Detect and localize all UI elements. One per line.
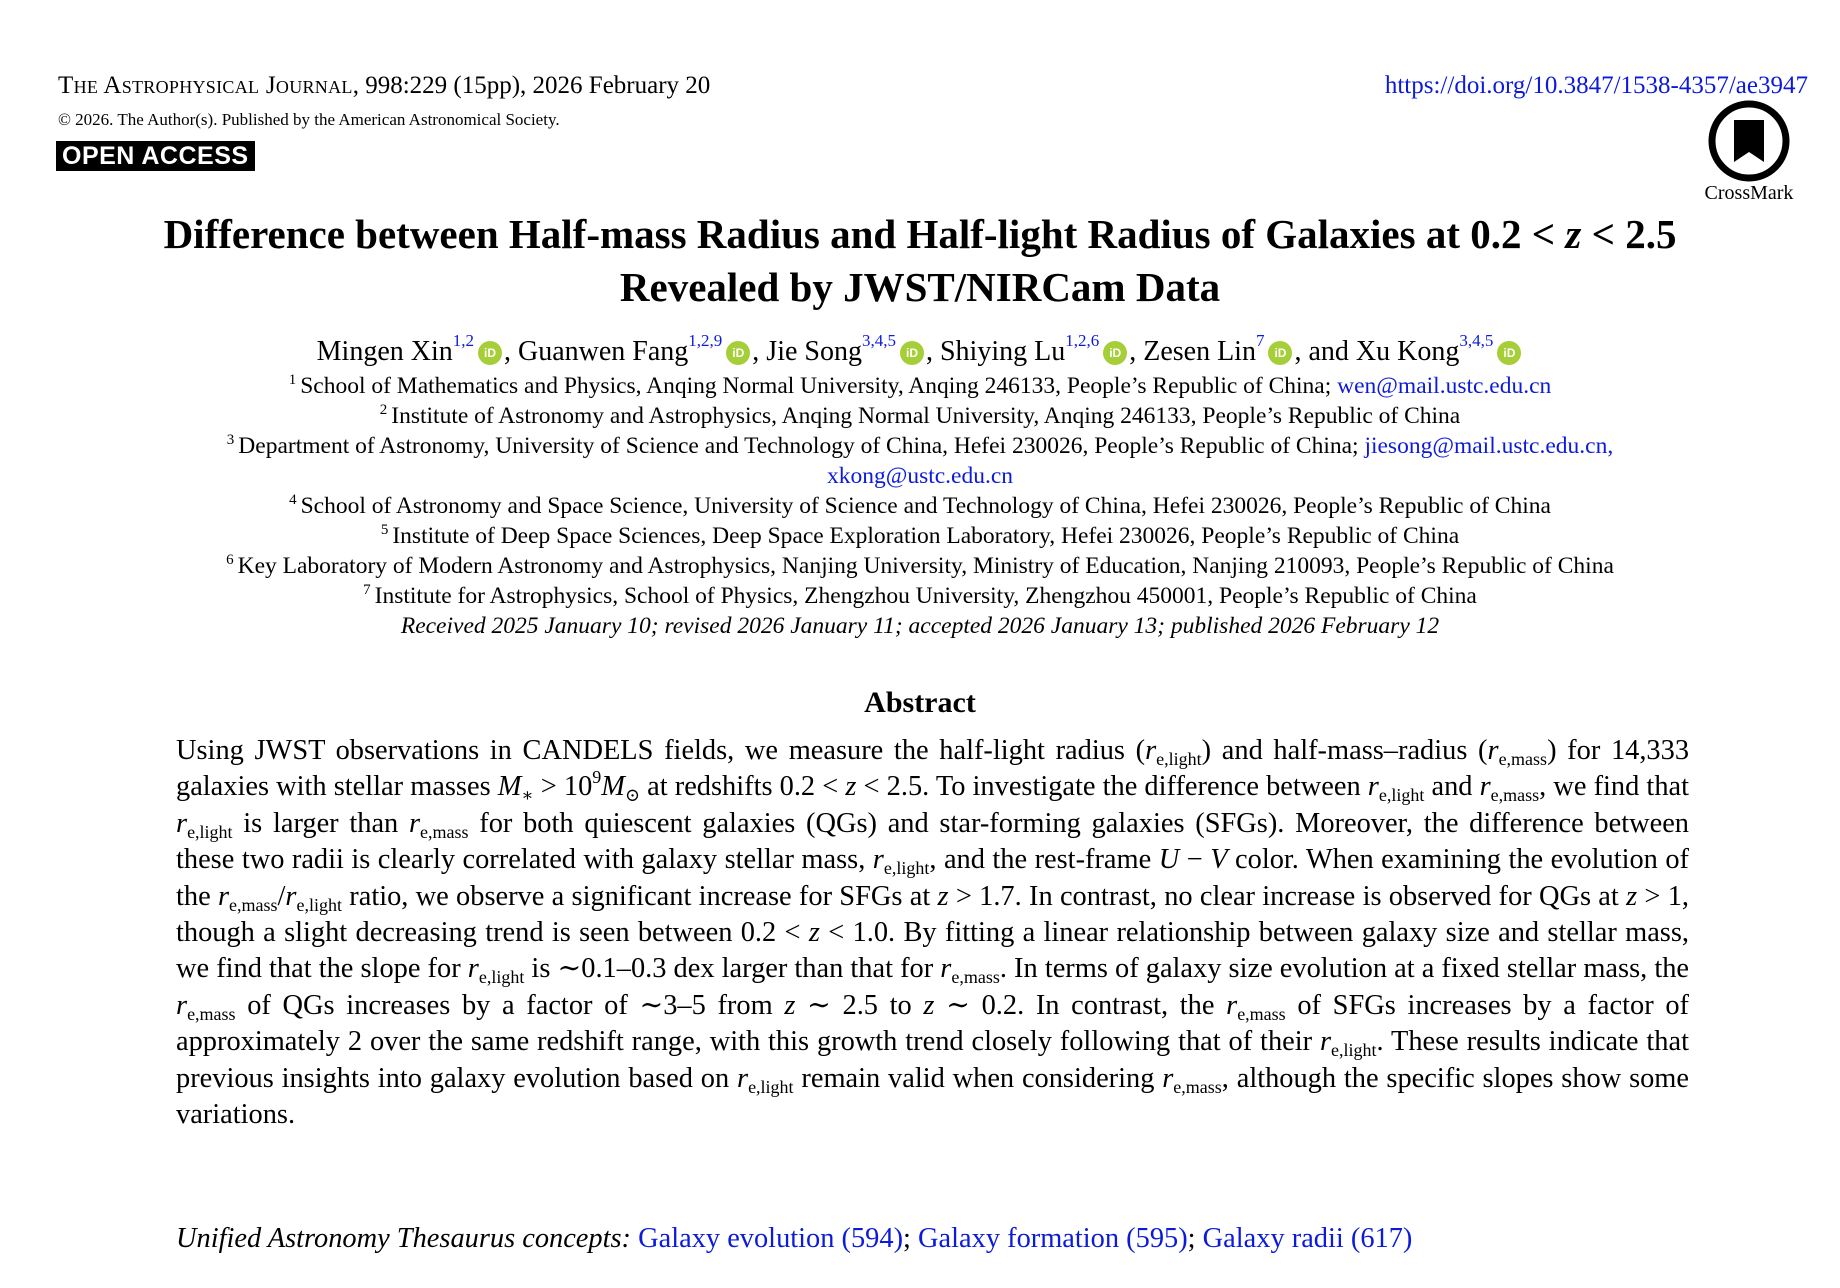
math-symbol: r <box>1319 1026 1332 1058</box>
affiliation-text: School of Astronomy and Space Science, University of Science and Technology of China, Hefei 230026, People’s Republic of China <box>300 493 1551 519</box>
math-symbol: r <box>1226 989 1238 1021</box>
abstract-heading: Abstract <box>864 686 976 719</box>
abstract-segment: of QGs increases by a factor of ∼3–5 from <box>235 989 785 1021</box>
math-subscript: e,light <box>1156 749 1202 769</box>
abstract-segment: ) for 14,333 galaxies with stellar masses <box>176 735 1690 803</box>
affiliation-item <box>0 551 1840 581</box>
author-separator: , <box>752 336 767 367</box>
abstract-segment: > 1, though a slight decreasing trend is seen between 0.2 < <box>176 880 1689 949</box>
affiliation-number: 2 <box>379 402 388 418</box>
math-symbol: r <box>408 807 421 839</box>
affiliation-text: Key Laboratory of Modern Astronomy and Astrophysics, Nanjing University, Ministry of Education, Nanjing 210093, People’s Republic of China <box>237 553 1614 579</box>
author-affil-marker[interactable]: 1,2,6 <box>1065 331 1100 350</box>
math-symbol: r <box>176 807 188 839</box>
math-subscript: e,light <box>1378 785 1425 806</box>
math-subscript: e,light <box>187 821 233 842</box>
abstract-segment: ∼ 0.2. In contrast, the <box>934 989 1227 1021</box>
doi-link[interactable]: https://doi.org/10.3847/1538-4357/ae3947 <box>1384 72 1808 99</box>
affiliation-number: 1 <box>288 372 297 388</box>
affiliation-item <box>0 581 1840 611</box>
math-subscript: e,light <box>1331 1040 1377 1061</box>
abstract-segment: , although the specific slopes show some variations. <box>176 1062 1689 1131</box>
journal-name: The Astrophysical Journal <box>58 72 353 99</box>
math-symbol: z <box>808 917 820 949</box>
math-symbol: z <box>937 880 949 912</box>
affiliation-number: 7 <box>363 582 371 598</box>
math-symbol: r <box>285 880 297 912</box>
abstract-segment: is ∼0.1–0.3 dex larger than that for <box>524 953 941 985</box>
math-symbol: r <box>940 953 952 985</box>
math-symbol: M <box>601 771 625 803</box>
author-affil-marker[interactable]: 1,2,9 <box>688 331 723 350</box>
math-subscript: e,light <box>748 1076 794 1097</box>
uat-separator: ; <box>903 1223 919 1254</box>
abstract-segment: < 1.0. By fitting a linear relationship between galaxy size and stellar mass, we find that the slope for <box>176 917 1689 985</box>
open-access-badge: OPEN ACCESS <box>56 141 255 171</box>
affiliation-number: 6 <box>226 552 234 568</box>
author-separator: , and <box>1294 336 1356 367</box>
abstract-segment: ) and half-mass–radius ( <box>1201 735 1488 766</box>
orcid-icon[interactable]: iD <box>1497 341 1521 365</box>
orcid-icon[interactable]: iD <box>1268 341 1292 365</box>
email-link[interactable]: xkong@ustc.edu.cn <box>826 463 1014 489</box>
orcid-icon[interactable]: iD <box>478 341 502 365</box>
math-symbol: r <box>1367 771 1379 803</box>
math-subscript: e,mass <box>420 821 469 842</box>
math-symbol: z <box>923 989 935 1021</box>
math-symbol: r <box>1487 735 1499 766</box>
math-symbol: r <box>467 953 479 985</box>
affiliation-item <box>0 521 1840 551</box>
crossmark-icon <box>1708 100 1790 182</box>
abstract-segment: < 2.5. To investigate the difference between <box>856 771 1368 803</box>
math-subscript: e,mass <box>187 1003 236 1024</box>
math-subscript: ∗ <box>521 785 534 806</box>
orcid-icon[interactable]: iD <box>726 341 750 365</box>
abstract-segment: . These results indicate that previous insights into galaxy evolution based on <box>176 1026 1689 1094</box>
author-name[interactable]: Guanwen Fang <box>518 336 689 367</box>
affiliation-item <box>0 401 1840 431</box>
received-dates: Received 2025 January 10; revised 2026 January 11; accepted 2026 January 13; published 2026 February 12 <box>400 613 1440 639</box>
paper-title <box>0 208 1840 314</box>
math-subscript: e,light <box>296 894 342 915</box>
affiliation-number: 4 <box>289 492 297 508</box>
copyright-notice: © 2026. The Author(s). Published by the American Astronomical Society. <box>58 110 560 129</box>
affiliation-item <box>0 371 1840 401</box>
uat-separator: ; <box>1187 1223 1203 1254</box>
author-affil-marker[interactable]: 3,4,5 <box>1459 331 1494 350</box>
uat-concept-link[interactable]: Galaxy evolution (594) <box>638 1223 904 1254</box>
math-subscript: e,mass <box>1173 1076 1222 1097</box>
affiliation-text: School of Mathematics and Physics, Anqing Normal University, Anqing 246133, People’s Republic of China; <box>300 373 1338 399</box>
author-separator: , <box>925 336 940 367</box>
uat-label: Unified Astronomy Thesaurus concepts: <box>176 1223 631 1254</box>
abstract-segment: . In terms of galaxy size evolution at a fixed stellar mass, the <box>999 953 1690 985</box>
uat-concepts <box>176 1223 1412 1255</box>
math-symbol: r <box>217 880 230 912</box>
math-subscript: e,light <box>478 967 525 988</box>
abstract-text <box>176 733 1689 1133</box>
abstract-segment: ratio, we observe a significant increase for SFGs at <box>341 880 938 912</box>
abstract-segment: − <box>1179 844 1211 876</box>
math-symbol: M <box>497 771 522 803</box>
affiliation-text: Institute of Deep Space Sciences, Deep Space Exploration Laboratory, Hefei 230026, People’s Republic of China <box>392 523 1460 549</box>
abstract-segment: / <box>277 880 286 912</box>
orcid-icon[interactable]: iD <box>1103 341 1127 365</box>
abstract-segment: > 10 <box>533 771 593 803</box>
affiliation-item <box>0 491 1840 521</box>
math-subscript: e,mass <box>951 967 1000 988</box>
math-symbol: U <box>1158 844 1180 876</box>
abstract-segment: remain valid when considering <box>793 1062 1163 1094</box>
abstract-segment: for both quiescent galaxies (QGs) and star-forming galaxies (SFGs). Moreover, the difference between these two radii is clearly correlated with galaxy stellar mass, <box>176 807 1690 876</box>
affiliation-number: 5 <box>380 522 389 538</box>
email-link[interactable]: wen@mail.ustc.edu.cn <box>1337 373 1552 399</box>
journal-volume: , 998:229 (15pp), 2026 February 20 <box>352 72 711 99</box>
math-symbol: z <box>845 771 857 803</box>
math-symbol: r <box>1162 1062 1174 1094</box>
affiliation-number: 3 <box>226 432 235 448</box>
abstract-segment: at redshifts 0.2 < <box>640 771 846 803</box>
author-name[interactable]: Jie Song <box>766 336 862 367</box>
author-separator: , <box>1129 336 1144 367</box>
email-link[interactable]: jiesong@mail.ustc.edu.cn, <box>1364 433 1614 459</box>
math-symbol: r <box>737 1062 749 1094</box>
author-separator: , <box>504 336 518 367</box>
abstract-segment: , we find that <box>1539 771 1690 803</box>
abstract-segment: Using JWST observations in CANDELS fields, we measure the half-light radius ( <box>176 735 1146 766</box>
crossmark-label: CrossMark <box>1704 182 1794 204</box>
author-affil-marker[interactable]: 1,2 <box>452 331 474 350</box>
math-symbol: r <box>1145 735 1157 766</box>
author-name[interactable]: Zesen Lin <box>1143 336 1256 367</box>
abstract-segment: , and the rest-frame <box>929 844 1159 876</box>
math-symbol: r <box>1479 771 1491 803</box>
math-subscript: e,mass <box>1237 1003 1286 1024</box>
abstract-segment: > 1.7. In contrast, no clear increase is observed for QGs at <box>948 880 1627 912</box>
math-superscript: 9 <box>592 767 602 788</box>
author-affil-marker[interactable]: 7 <box>1255 331 1265 350</box>
title-line-1: Difference between Half-mass Radius and Half-light Radius of Galaxies at 0.2 < z < 2.5 <box>163 211 1677 257</box>
affiliation-item <box>0 461 1840 491</box>
affiliation-text: Department of Astronomy, University of Science and Technology of China, Hefei 230026, People’s Republic of China; <box>238 433 1365 459</box>
affiliation-text: Institute of Astronomy and Astrophysics, Anqing Normal University, Anqing 246133, People’s Republic of China <box>391 403 1461 429</box>
abstract-segment: and <box>1424 771 1480 803</box>
abstract-segment: ∼ 2.5 to <box>795 989 924 1021</box>
math-symbol: r <box>176 989 188 1021</box>
title-line-2: Revealed by JWST/NIRCam Data <box>619 264 1221 310</box>
math-subscript: ⊙ <box>624 785 641 806</box>
math-symbol: z <box>784 989 796 1021</box>
math-subscript: e,mass <box>229 894 278 915</box>
author-affil-marker[interactable]: 3,4,5 <box>861 331 896 350</box>
orcid-icon[interactable]: iD <box>900 341 924 365</box>
math-subscript: e,mass <box>1490 785 1540 806</box>
math-symbol: r <box>872 844 884 876</box>
abstract-segment: is larger than <box>232 807 409 839</box>
author-name[interactable]: Xu Kong <box>1355 336 1460 367</box>
affiliation-text: Institute for Astrophysics, School of Physics, Zhengzhou University, Zhengzhou 450001, People’s Republic of China <box>374 583 1477 609</box>
math-symbol: z <box>1626 880 1638 912</box>
author-list <box>0 331 1840 368</box>
uat-concept-link[interactable]: Galaxy radii (617) <box>1202 1223 1413 1254</box>
journal-citation <box>58 72 710 100</box>
author-name[interactable]: Shiying Lu <box>939 336 1066 367</box>
abstract-segment: of SFGs increases by a factor of approximately 2 over the same redshift range, with this growth trend closely following that of their <box>176 989 1689 1058</box>
author-name[interactable]: Mingen Xin <box>316 336 453 367</box>
math-subscript: e,light <box>883 858 930 879</box>
abstract-segment: color. When examining the evolution of the <box>176 844 1689 912</box>
math-subscript: e,mass <box>1498 749 1548 769</box>
affiliations <box>0 371 1840 641</box>
affiliation-item <box>0 431 1840 461</box>
math-symbol: V <box>1210 844 1228 876</box>
uat-concept-link[interactable]: Galaxy formation (595) <box>918 1223 1188 1254</box>
crossmark-button[interactable] <box>1694 100 1804 205</box>
